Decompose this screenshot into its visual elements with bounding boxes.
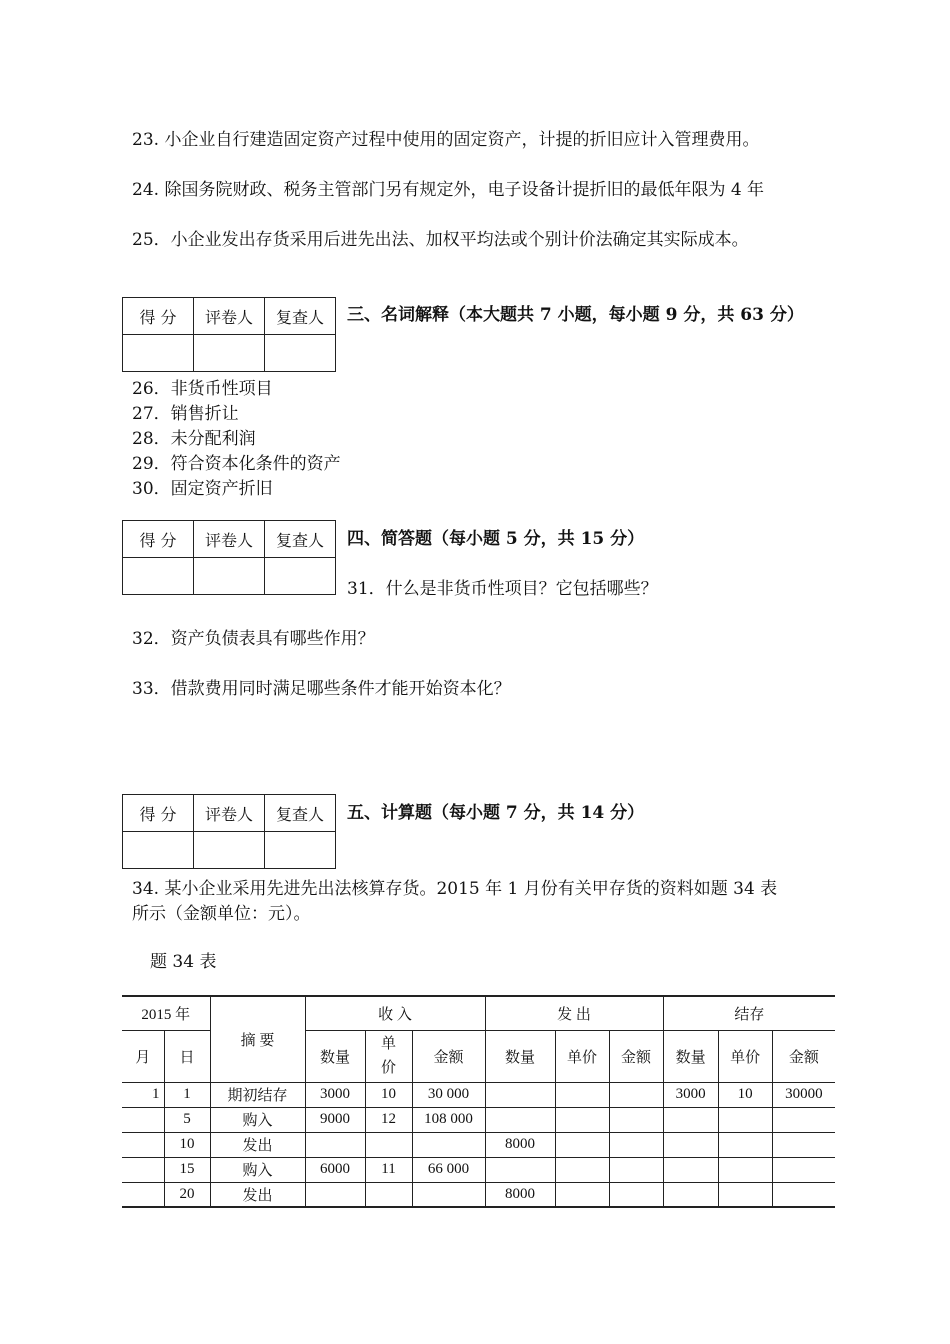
grader-label: 评卷人	[194, 795, 265, 832]
cell-day: 10	[164, 1132, 210, 1157]
score-cell	[123, 832, 194, 869]
cell-summary: 购入	[210, 1107, 305, 1132]
question-24: 24. 除国务院财政、税务主管部门另有规定外，电子设备计提折旧的最低年限为 4 年	[132, 180, 765, 200]
cell-issue-price	[555, 1107, 609, 1132]
grader-cell	[194, 832, 265, 869]
cell-day: 15	[164, 1157, 210, 1182]
table-row	[122, 1182, 835, 1207]
cell-summary: 购入	[210, 1157, 305, 1182]
cell-day: 20	[164, 1182, 210, 1207]
table-caption: 题 34 表	[150, 952, 217, 972]
cell-receipt-qty: 6000	[305, 1157, 365, 1182]
cell-month: 1	[122, 1082, 164, 1107]
receipt-header: 收 入	[305, 996, 485, 1030]
balance-header: 结存	[663, 996, 835, 1030]
question-31: 31．什么是非货币性项目？它包括哪些？	[347, 579, 658, 599]
reviewer-cell	[265, 335, 336, 372]
term-30: 30．固定资产折旧	[132, 479, 273, 499]
grader-cell	[194, 558, 265, 595]
grader-label: 评卷人	[194, 521, 265, 558]
reviewer-label: 复查人	[265, 298, 336, 335]
cell-balance-qty	[663, 1157, 718, 1182]
cell-month	[122, 1107, 164, 1132]
cell-balance-amount	[772, 1132, 835, 1157]
term-27: 27．销售折让	[132, 404, 239, 424]
receipt-qty-header: 数量	[305, 1030, 365, 1082]
balance-amount-header: 金额	[772, 1030, 835, 1082]
reviewer-cell	[265, 558, 336, 595]
cell-balance-amount	[772, 1157, 835, 1182]
cell-balance-price	[718, 1107, 772, 1132]
cell-issue-qty: 8000	[485, 1132, 555, 1157]
score-box-section5	[122, 794, 336, 869]
term-28: 28．未分配利润	[132, 429, 256, 449]
reviewer-label: 复查人	[265, 795, 336, 832]
balance-price-header: 单价	[718, 1030, 772, 1082]
term-29: 29．符合资本化条件的资产	[132, 454, 341, 474]
cell-issue-amount	[609, 1082, 663, 1107]
month-header: 月	[122, 1030, 164, 1082]
cell-issue-amount	[609, 1132, 663, 1157]
cell-receipt-amount	[412, 1182, 485, 1207]
cell-issue-amount	[609, 1157, 663, 1182]
receipt-amount-header: 金额	[412, 1030, 485, 1082]
cell-day: 5	[164, 1107, 210, 1132]
cell-receipt-qty	[305, 1182, 365, 1207]
cell-balance-qty	[663, 1182, 718, 1207]
cell-summary: 期初结存	[210, 1082, 305, 1107]
cell-balance-amount	[772, 1182, 835, 1207]
issue-qty-header: 数量	[485, 1030, 555, 1082]
cell-receipt-qty: 3000	[305, 1082, 365, 1107]
cell-month	[122, 1182, 164, 1207]
cell-month	[122, 1132, 164, 1157]
cell-issue-qty	[485, 1157, 555, 1182]
grader-cell	[194, 335, 265, 372]
inventory-table	[122, 995, 835, 1208]
grader-label: 评卷人	[194, 298, 265, 335]
term-26: 26．非货币性项目	[132, 379, 273, 399]
issue-amount-header: 金额	[609, 1030, 663, 1082]
cell-issue-qty	[485, 1107, 555, 1132]
cell-receipt-amount	[412, 1132, 485, 1157]
cell-balance-price	[718, 1132, 772, 1157]
cell-issue-price	[555, 1082, 609, 1107]
cell-receipt-amount: 66 000	[412, 1157, 485, 1182]
cell-issue-price	[555, 1132, 609, 1157]
score-box-section4	[122, 520, 336, 595]
cell-day: 1	[164, 1082, 210, 1107]
balance-qty-header: 数量	[663, 1030, 718, 1082]
cell-balance-qty	[663, 1107, 718, 1132]
day-header: 日	[164, 1030, 210, 1082]
cell-balance-amount	[772, 1107, 835, 1132]
cell-receipt-qty	[305, 1132, 365, 1157]
cell-balance-qty: 3000	[663, 1082, 718, 1107]
year-header: 2015 年	[122, 996, 210, 1030]
cell-balance-price	[718, 1157, 772, 1182]
cell-month	[122, 1157, 164, 1182]
cell-receipt-price	[365, 1132, 412, 1157]
cell-issue-qty	[485, 1082, 555, 1107]
score-label: 得 分	[123, 298, 194, 335]
reviewer-label: 复查人	[265, 521, 336, 558]
question-23: 23. 小企业自行建造固定资产过程中使用的固定资产，计提的折旧应计入管理费用。	[132, 130, 760, 150]
reviewer-cell	[265, 832, 336, 869]
cell-balance-qty	[663, 1132, 718, 1157]
score-cell	[123, 335, 194, 372]
issue-header: 发 出	[485, 996, 663, 1030]
cell-summary: 发出	[210, 1132, 305, 1157]
cell-issue-price	[555, 1157, 609, 1182]
question-34-line2: 所示（金额单位：元）。	[132, 904, 311, 924]
cell-receipt-price: 10	[365, 1082, 412, 1107]
cell-issue-qty: 8000	[485, 1182, 555, 1207]
cell-receipt-amount: 108 000	[412, 1107, 485, 1132]
section5-title: 五、计算题（每小题 7 分，共 14 分）	[347, 803, 645, 823]
cell-balance-price	[718, 1182, 772, 1207]
cell-summary: 发出	[210, 1182, 305, 1207]
score-label: 得 分	[123, 521, 194, 558]
issue-price-header: 单价	[555, 1030, 609, 1082]
cell-receipt-price	[365, 1182, 412, 1207]
section3-title: 三、名词解释（本大题共 7 小题，每小题 9 分，共 63 分）	[347, 305, 804, 325]
table-row	[122, 1157, 835, 1182]
question-33: 33．借款费用同时满足哪些条件才能开始资本化？	[132, 679, 511, 699]
cell-issue-amount	[609, 1182, 663, 1207]
question-34-line1: 34. 某小企业采用先进先出法核算存货。2015 年 1 月份有关甲存货的资料如题 34 表	[132, 879, 778, 899]
cell-receipt-price: 12	[365, 1107, 412, 1132]
table-row	[122, 1132, 835, 1157]
cell-balance-amount: 30000	[772, 1082, 835, 1107]
receipt-price-header: 单 价	[365, 1030, 412, 1082]
question-32: 32．资产负债表具有哪些作用？	[132, 629, 375, 649]
cell-balance-price: 10	[718, 1082, 772, 1107]
cell-receipt-amount: 30 000	[412, 1082, 485, 1107]
score-cell	[123, 558, 194, 595]
score-label: 得 分	[123, 795, 194, 832]
summary-header: 摘 要	[210, 996, 305, 1082]
table-row	[122, 1082, 835, 1107]
cell-issue-amount	[609, 1107, 663, 1132]
cell-issue-price	[555, 1182, 609, 1207]
cell-receipt-price: 11	[365, 1157, 412, 1182]
table-row	[122, 1107, 835, 1132]
score-box-section3	[122, 297, 336, 372]
section4-title: 四、简答题（每小题 5 分，共 15 分）	[347, 529, 645, 549]
question-25: 25．小企业发出存货采用后进先出法、加权平均法或个别计价法确定其实际成本。	[132, 230, 749, 250]
cell-receipt-qty: 9000	[305, 1107, 365, 1132]
